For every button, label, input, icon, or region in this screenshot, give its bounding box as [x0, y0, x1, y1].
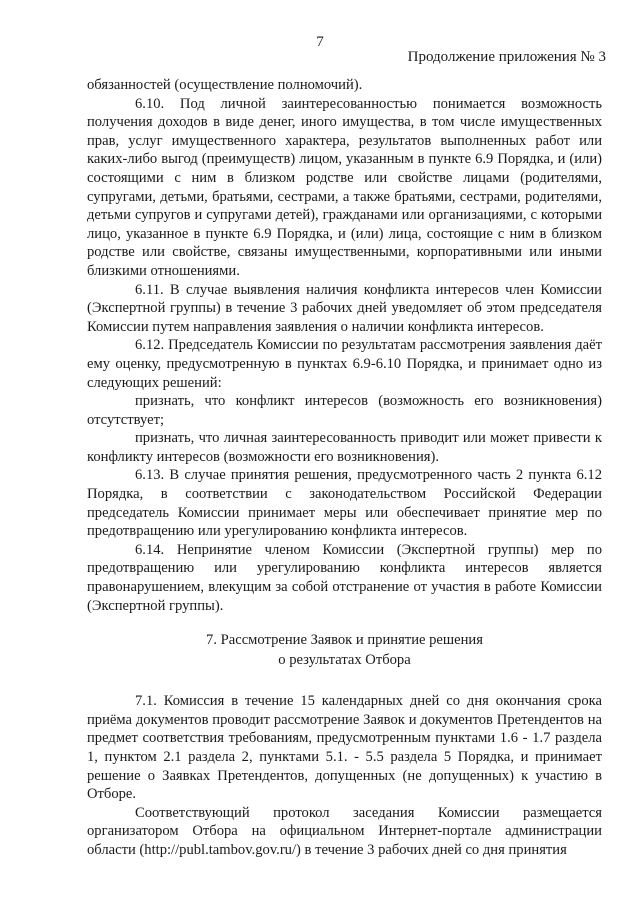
- document-body: [87, 76, 602, 860]
- paragraph-6-12: 6.12. Председатель Комиссии по результатам рассмотрения заявления даёт ему оценку, предусмотренную в пунктах 6.9-6.10 Порядка, и принимает одно из следующих решений:: [87, 337, 602, 391]
- paragraph-option-1: признать, что конфликт интересов (возможность его возникновения) отсутствует;: [87, 393, 602, 428]
- paragraph-6-10: 6.10. Под личной заинтересованностью понимается возможность получения доходов в виде денег, иного имущества, в том числе имущественных прав, услуг имущественного характера, результатов выполненных работ или каких-либо выгод (преимуществ) лицом, указанным в пункте 6.9 Порядка, и (или) состоящими с ним в близком родстве или свойстве лицами (родителями, супругами, детьми, братьями, сестрами, а также братьями, сестрами, родителями, детьми супругов и супругами детей), гражданами или организациями, с которыми лицо, указанное в пункте 6.9 Порядка, и (или) лица, состоящие с ним в близком родстве или свойстве, связаны имущественными, корпоративными или иными близкими отношениями.: [87, 95, 602, 279]
- spacer: [87, 670, 602, 692]
- page-number: 7: [316, 34, 324, 50]
- appendix-continuation-label: Продолжение приложения № 3: [407, 49, 606, 65]
- section-7-heading: [87, 630, 602, 670]
- section-7-title-line-1: 7. Рассмотрение Заявок и принятие решения: [206, 632, 483, 649]
- paragraph-6-11: 6.11. В случае выявления наличия конфликта интересов член Комиссии (Экспертной группы) в течение 3 рабочих дней уведомляет об этом председателя Комиссии путем направления заявления о наличии конфликта интересов.: [87, 281, 602, 335]
- paragraph-6-13: 6.13. В случае принятия решения, предусмотренного часть 2 пункта 6.12 Порядка, в соответствии с законодательством Российской Федерации председатель Комиссии принимает меры или обеспечивает принятие мер по предотвращению или урегулированию конфликта интересов.: [87, 467, 602, 540]
- paragraph-continuation: обязанностей (осуществление полномочий).: [87, 77, 363, 93]
- paragraph-protocol: Соответствующий протокол заседания Комиссии размещается организатором Отбора на официальном Интернет-портале администрации области (http://publ.tambov.gov.ru/) в течение 3 рабочих дней со дня принятия: [87, 804, 602, 858]
- paragraph-7-1: 7.1. Комиссия в течение 15 календарных дней со дня окончания срока приёма документов проводит рассмотрение Заявок и документов Претендентов на предмет соответствия требованиям, предусмотренным пунктами 1.6 - 1.7 раздела 1, пунктом 2.1 раздела 2, пунктами 5.1. - 5.5 раздела 5 Порядка, и принимает решение о Заявках Претендентов, допущенных (не допущенных) к участию в Отборе.: [87, 693, 602, 803]
- section-7-title-line-2: о результатах Отбора: [278, 652, 411, 669]
- paragraph-6-14: 6.14. Непринятие членом Комиссии (Экспертной группы) мер по предотвращению или урегулированию конфликта интересов является правонарушением, влекущим за собой отстранение от участия в работе Комиссии (Экспертной группы).: [87, 541, 602, 614]
- paragraph-option-2: признать, что личная заинтересованность приводит или может привести к конфликту интересов (возможности его возникновения).: [87, 430, 602, 465]
